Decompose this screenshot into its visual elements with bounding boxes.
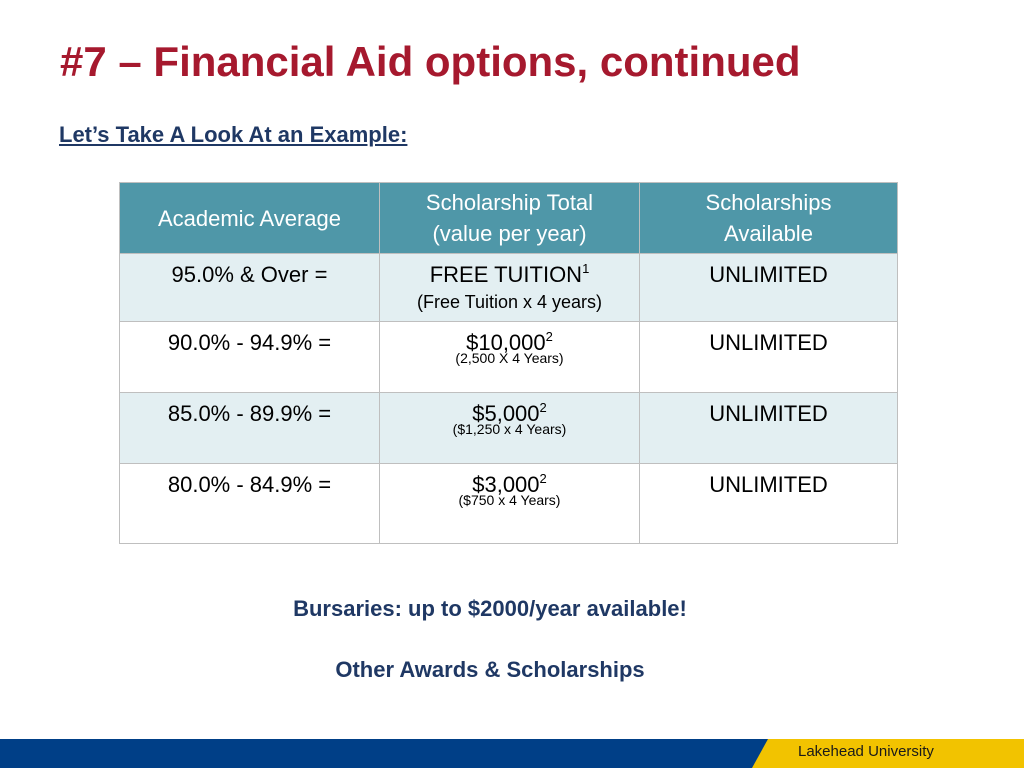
header-scholarship-total-line1: Scholarship Total [425,190,594,215]
available-cell: UNLIMITED [640,464,898,544]
academic-average-cell: 95.0% & Over = [120,254,380,322]
header-available-line2: Available [724,221,813,246]
scholarship-total-cell [380,393,640,464]
footnote-marker: 2 [539,471,547,486]
table-row [120,322,898,393]
slide-title: #7 – Financial Aid options, continued [60,38,801,85]
amount-value: $5,000 [472,401,540,426]
header-available-line1: Scholarships [705,190,832,215]
scholarship-note: (2,500 X 4 Years) [455,350,564,366]
scholarship-total-cell [380,464,640,544]
academic-average-cell: 85.0% - 89.9% = [120,393,380,464]
table-row [120,254,898,322]
footnote-marker: 2 [545,329,553,344]
scholarship-amount [380,262,639,288]
header-scholarship-total-line2: (value per year) [432,221,587,246]
header-academic-average-label: Academic Average [157,205,342,231]
table-header-row [120,183,898,254]
available-cell: UNLIMITED [640,254,898,322]
footer-institution: Lakehead University [798,743,934,760]
available-cell: UNLIMITED [640,322,898,393]
footnote-marker: 1 [582,261,590,276]
amount-value: FREE TUITION [429,262,583,287]
amount-value: $3,000 [472,472,540,497]
footnote-marker: 2 [539,400,547,415]
table-row [120,464,898,544]
academic-average-cell: 80.0% - 84.9% = [120,464,380,544]
scholarship-table [119,182,898,544]
scholarship-note: ($1,250 x 4 Years) [452,421,567,437]
amount-value: $10,000 [466,330,546,355]
header-scholarship-total [380,183,640,254]
table-row [120,393,898,464]
academic-average-cell: 90.0% - 94.9% = [120,322,380,393]
header-scholarships-available [640,183,898,254]
other-awards-note: Other Awards & Scholarships [335,657,645,682]
header-academic-average [120,183,380,254]
available-cell: UNLIMITED [640,393,898,464]
scholarship-note: ($750 x 4 Years) [458,492,561,508]
scholarship-total-cell [380,322,640,393]
scholarship-note: (Free Tuition x 4 years) [416,292,603,312]
bursaries-note: Bursaries: up to $2000/year available! [293,596,687,621]
slide-subtitle: Let’s Take A Look At an Example: [59,122,408,147]
scholarship-total-cell [380,254,640,322]
